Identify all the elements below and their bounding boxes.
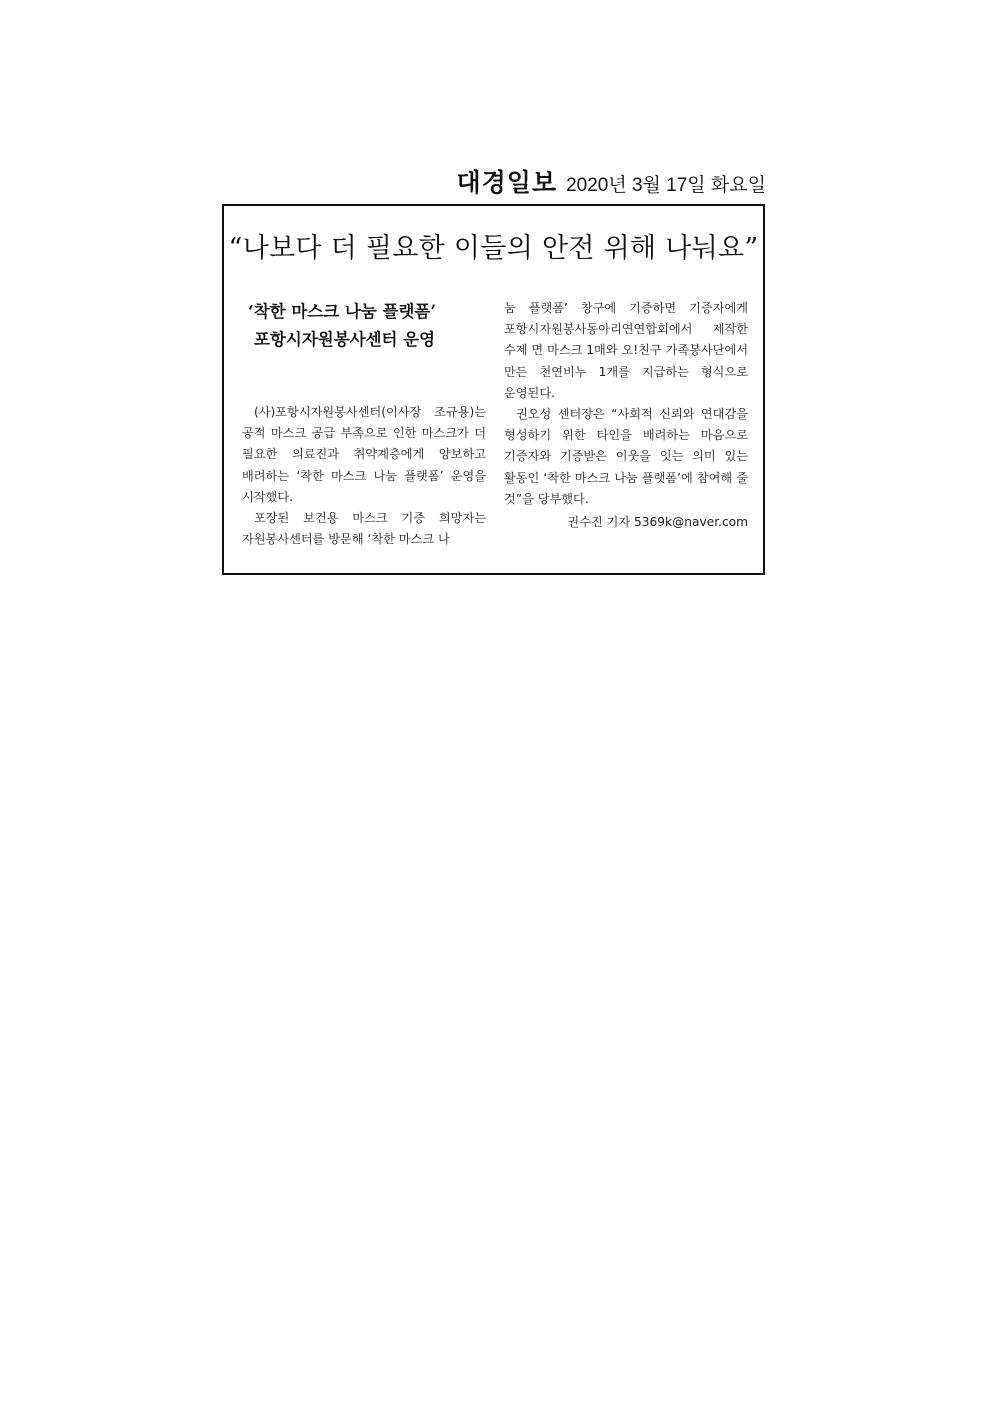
article-headline: “나보다 더 필요한 이들의 안전 위해 나눠요” bbox=[228, 233, 759, 264]
paragraph-2-start: 포장된 보건용 마스크 기증 희망자는 자원봉사센터를 방문해 ‘착한 마스크 나 bbox=[242, 511, 486, 547]
newspaper-name: 대경일보 bbox=[456, 168, 558, 197]
article-box bbox=[222, 204, 765, 575]
paragraph-2-continued: 눔 플랫폼’ 창구에 기증하면 기증자에게 포항시자원봉사동아리연연합회에서 제작한 수제 면 마스크 1매와 오!친구 가족봉사단에서 만든 천연비누 1개를 지급하는 형식으로 운영된다. bbox=[504, 301, 748, 400]
subhead-line-1: ‘착한 마스크 나눔 플랫폼’ bbox=[248, 302, 437, 321]
subhead-line-2: 포항시자원봉사센터 운영 bbox=[254, 330, 436, 349]
article-column-right bbox=[504, 298, 748, 533]
paragraph-3: 권오성 센터장은 “사회적 신뢰와 연대감을 형성하기 위한 타인을 배려하는 마음으로 기증자와 기증받은 이웃을 잇는 의미 있는 활동인 ‘착한 마스크 나눔 플랫폼’에 참여해 줄 것”을 당부했다. bbox=[504, 407, 748, 506]
article-subhead bbox=[242, 298, 486, 354]
publication-date: 2020년 3월 17일 화요일 bbox=[566, 175, 766, 196]
masthead bbox=[456, 163, 766, 199]
paragraph-1: (사)포항시자원봉사센터(이사장 조규용)는 공적 마스크 공급 부족으로 인한 마스크가 더 필요한 의료진과 취약계층에게 양보하고 배려하는 ‘착한 마스크 나눔 플랫폼’ 운영을 시작했다. bbox=[242, 405, 486, 504]
article-byline: 권수진 기자 5369k@naver.com bbox=[567, 515, 748, 530]
article-column-left bbox=[242, 298, 486, 550]
